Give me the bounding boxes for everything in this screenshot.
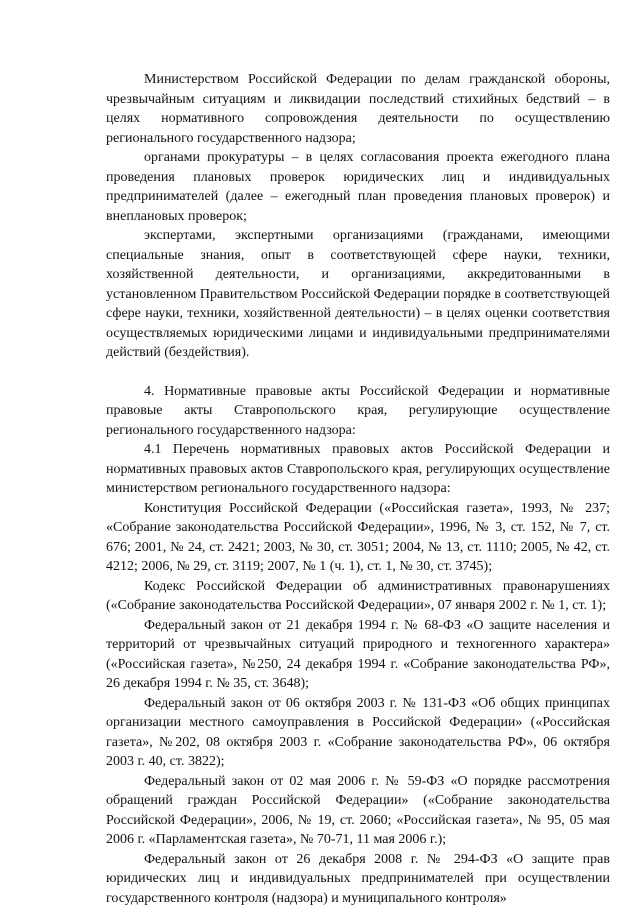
paragraph-law-294fz: Федеральный закон от 26 декабря 2008 г. № 294-ФЗ «О защите прав юридических лиц и индивидуальных предпринимателей при осуществлении государственного контроля (надзора) и муниципального контроля» <box>106 850 610 908</box>
paragraph-mchs: Министерством Российской Федерации по делам гражданской обороны, чрезвычайным ситуациям и ликвидации последствий стихийных бедствий – в целях нормативного сопровождения деятельности по осуществлению регионального государственного надзора; <box>106 70 610 148</box>
paragraph-law-59fz: Федеральный закон от 02 мая 2006 г. № 59-ФЗ «О порядке рассмотрения обращений граждан Российской Федерации» («Собрание законодательства Российской Федерации», 2006, № 19, ст. 2060; «Российская газета», № 95, 05 мая 2006 г. «Парламентская газета», № 70-71, 11 мая 2006 г.); <box>106 772 610 850</box>
paragraph-experts: экспертами, экспертными организациями (гражданами, имеющими специальные знания, опыт в соответствующей сфере науки, техники, хозяйственной деятельности, и организациями, аккредитованными в установленном Правительством Российской Федерации порядке в соответствующей сфере науки, техники, хозяйственной деятельности) – в целях оценки соответствия осуществляемых юридическими лицами и индивидуальными предпринимателями действий (бездействия). <box>106 226 610 363</box>
subsection-4-1: 4.1 Перечень нормативных правовых актов Российской Федерации и нормативных правовых актов Ставропольского края, регулирующих осуществление министерством регионального государственного надзора: <box>106 440 610 499</box>
section-4-heading: 4. Нормативные правовые акты Российской Федерации и нормативные правовые акты Ставропольского края, регулирующие осуществление регионального государственного надзора: <box>106 382 610 441</box>
paragraph-constitution: Конституция Российской Федерации («Российская газета», 1993, № 237; «Собрание законодательства Российской Федерации», 1996, № 3, ст. 152, № 7, ст. 676; 2001, № 24, ст. 2421; 2003, № 30, ст. 3051; 2004, № 13, ст. 1110; 2005, № 42, ст. 4212; 2006, № 29, ст. 3119; 2007, № 1 (ч. 1), ст. 1, № 30, ст. 3745); <box>106 499 610 577</box>
paragraph-prosecutor: органами прокуратуры – в целях согласования проекта ежегодного плана проведения плановых проверок юридических лиц и индивидуальных предпринимателей (далее – ежегодный план проведения плановых проверок) и внеплановых проверок; <box>106 148 610 226</box>
section-gap <box>106 363 610 382</box>
document-page <box>106 70 610 908</box>
paragraph-law-131fz: Федеральный закон от 06 октября 2003 г. № 131-ФЗ «Об общих принципах организации местного самоуправления в Российской Федерации» («Российская газета», №202, 08 октября 2003 г. «Собрание законодательства РФ», 06 октября 2003 г. 40, ст. 3822); <box>106 694 610 772</box>
paragraph-law-68fz: Федеральный закон от 21 декабря 1994 г. № 68-ФЗ «О защите населения и территорий от чрезвычайных ситуаций природного и техногенного характера» («Российская газета», №250, 24 декабря 1994 г. «Собрание законодательства РФ», 26 декабря 1994 г. № 35, ст. 3648); <box>106 616 610 694</box>
paragraph-admin-code: Кодекс Российской Федерации об административных правонарушениях («Собрание законодательства Российской Федерации», 07 января 2002 г. № 1, ст. 1); <box>106 577 610 616</box>
